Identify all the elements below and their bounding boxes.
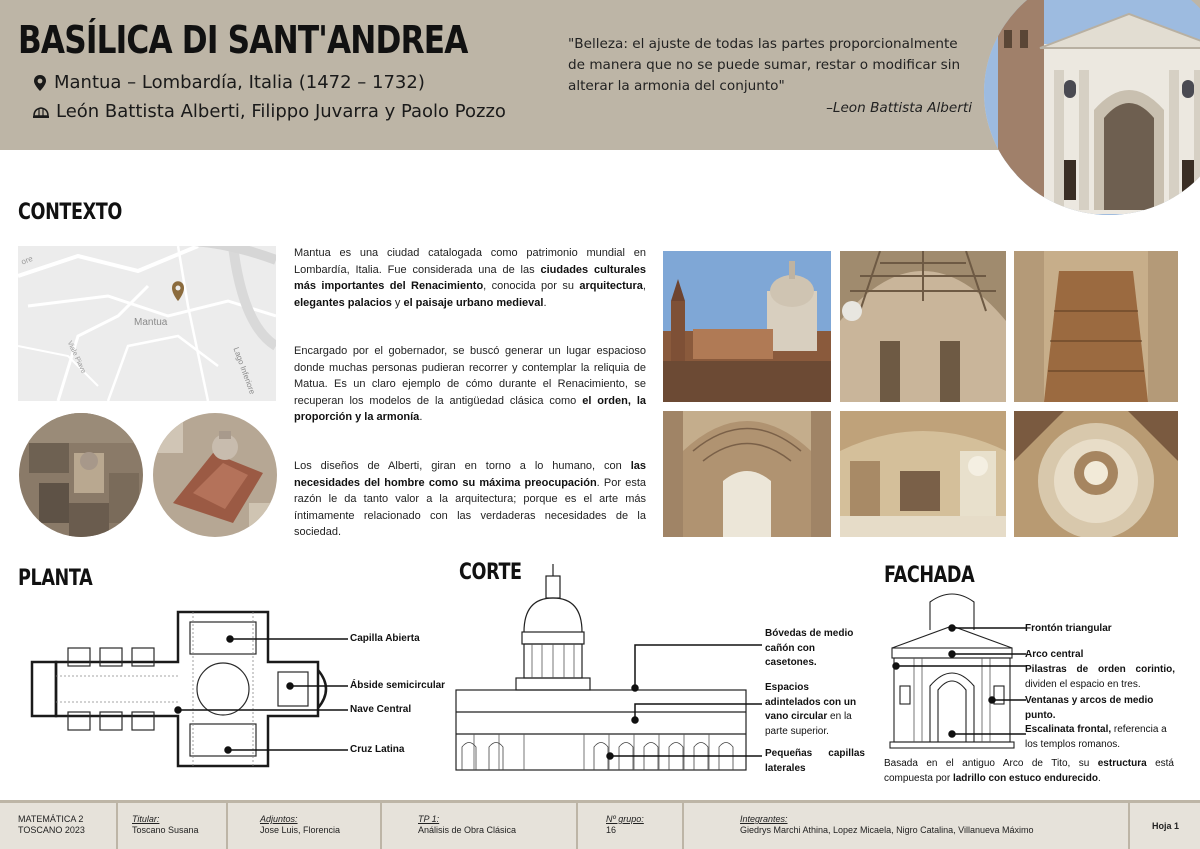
nave-vault-photo [840,251,1006,402]
footer-bar [0,800,1200,849]
contexto-paragraph-2: Encargado por el gobernador, se buscó generar un lugar espacioso donde muchas personas pudieran recorrer y contemplar la reliquia de Matua. Es un claro ejemplo de cómo durante el Renacimiento, se recuperan los modelos de la antigüedad clásica como el orden, la proporción y la armonía. [294,345,646,423]
location-pin-icon [32,74,48,92]
footer-titular: Titular: Toscano Susana [118,803,228,849]
planta-title: PLANTA [18,566,93,591]
dome-interior-photo [1014,411,1178,537]
corte-label-espacios: Espacios adintelados con un vano circular en la parte superior. [765,682,857,737]
planta-label-nave: Nave Central [350,704,412,715]
corte-label-capillas: Pequeñas capillas laterales [765,748,865,774]
planta-leader-lines [140,630,350,760]
exterior-photo [663,251,831,402]
architect-icon [32,104,50,120]
map-street-label: Viale Piave [65,340,87,375]
map-corner-label: ore [20,254,34,267]
footer-integrantes: Integrantes: Giedrys Marchi Athina, Lopez Micaela, Nigro Catalina, Villanueva Máximo [684,803,1130,849]
location-text: Mantua – Lombardía, Italia (1472 – 1732) [54,72,425,93]
altar-photo [840,411,1006,537]
fachada-label-pilastras: Pilastras de orden corintio, dividen el espacio en tres. [1025,664,1175,690]
interior-top-photo [1014,251,1178,402]
location-line [32,72,425,93]
fachada-label-fronton: Frontón triangular [1025,623,1112,634]
fachada-leader-lines [888,620,1028,745]
facade-hero-photo [984,0,1200,215]
quote-author: –Leon Battista Alberti [826,100,972,116]
aerial-photo-1 [19,413,143,537]
corte-title: CORTE [459,560,522,585]
footer-page: Hoja 1 [1152,821,1180,831]
footer-tp: TP 1: Análisis de Obra Clásica [382,803,578,849]
footer-adjuntos: Adjuntos: Jose Luis, Florencia [228,803,382,849]
contexto-paragraph-1: Mantua es una ciudad catalogada como patrimonio mundial en Lombardía, Italia. Fue considerada una de las ciudades culturales más importantes del Renacimiento, conocida por su arquitectura, elegantes palacios y el paisaje urbano medieval. [294,247,646,309]
map-lake-label: Lago Inferiore [231,346,257,396]
planta-label-cruz: Cruz Latina [350,744,405,755]
fachada-label-ventanas: Ventanas y arcos de medio punto. [1025,695,1154,721]
contexto-title: CONTEXTO [18,200,122,225]
nave-perspective-photo [663,411,831,537]
page-title: BASÍLICA DI SANT'ANDREA [18,18,468,62]
fachada-label-escalinata: Escalinata frontal, referencia a los templos romanos. [1025,724,1167,750]
location-map[interactable] [18,246,276,401]
footer-grupo: Nº grupo: 16 [578,803,684,849]
fachada-note: Basada en el antiguo Arco de Tito, su estructura está compuesta por ladrillo con estuco endurecido. [884,758,1174,784]
contexto-paragraph-3: Los diseños de Alberti, giran en torno a lo humano, con las necesidades del hombre como su máxima preocupación. Por esta razón le da tanto valor a la arquitectura; porque es el arte más íntimamente relacionado con las verdaderas necesidades de la sociedad. [294,460,647,538]
map-city-label: Mantua [134,317,168,328]
fachada-title: FACHADA [884,563,975,588]
planta-label-abside: Ábside semicircular [350,680,446,691]
architects-text: León Battista Alberti, Filippo Juvarra y Paolo Pozzo [56,101,506,122]
architects-line [32,101,506,122]
corte-leader-lines [600,640,765,770]
footer-course: MATEMÁTICA 2 TOSCANO 2023 [0,803,118,849]
aerial-photo-2 [153,413,277,537]
planta-label-capilla: Capilla Abierta [350,633,420,644]
corte-label-bovedas: Bóvedas de medio cañón con casetones. [765,628,854,668]
fachada-label-arco: Arco central [1025,649,1084,660]
quote-text: "Belleza: el ajuste de todas las partes proporcionalmente de manera que no se puede sumar, restar o modificar sin alterar la armonia del conjunto" [568,36,961,94]
